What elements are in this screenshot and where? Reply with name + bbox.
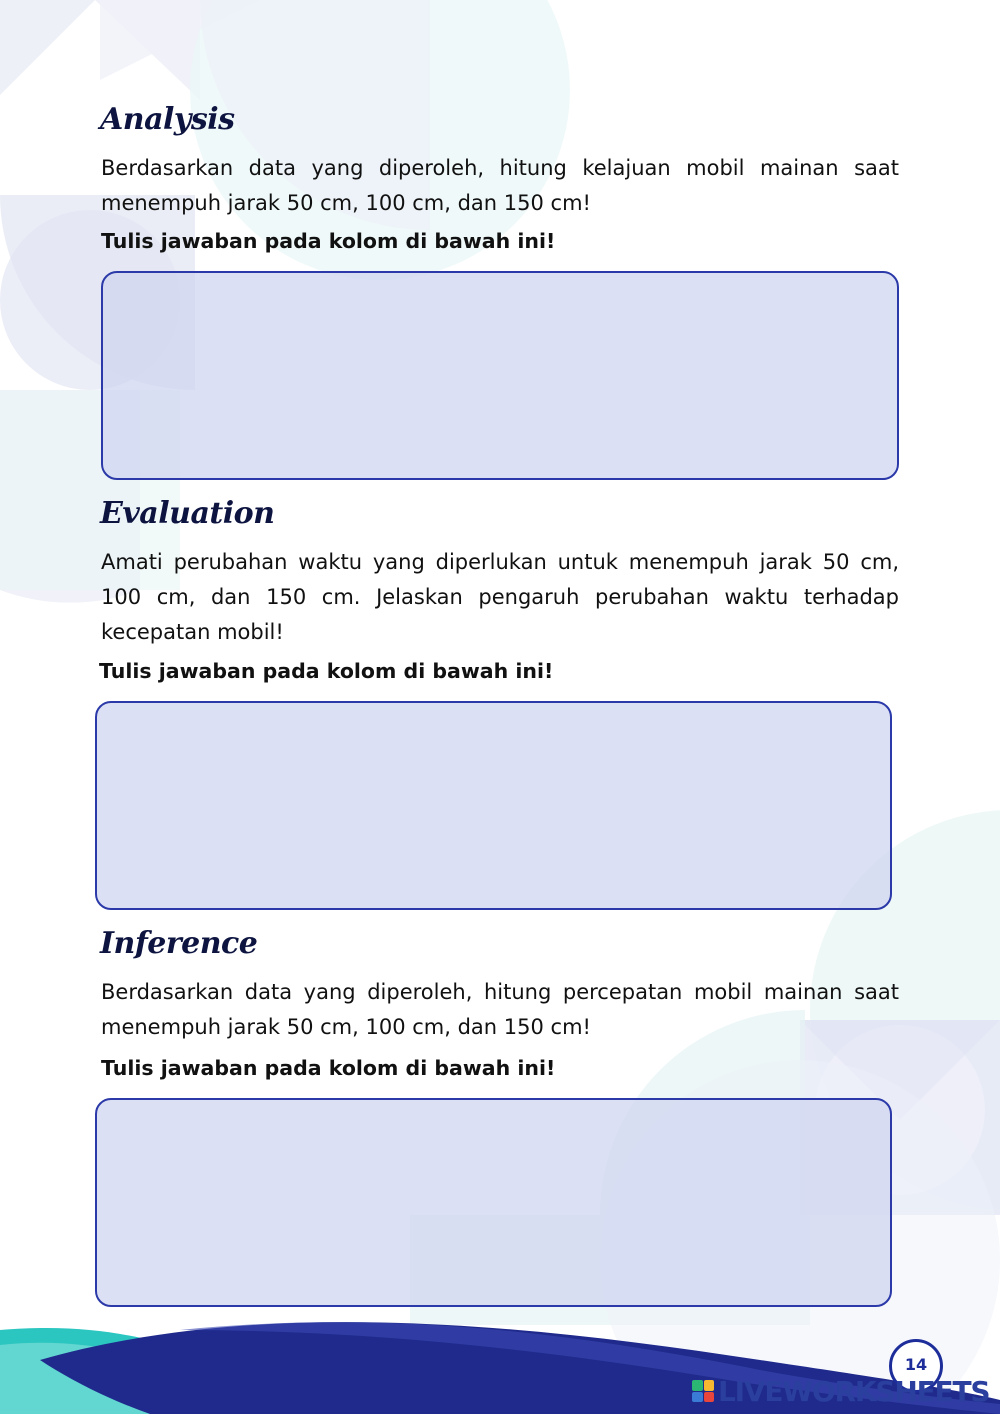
liveworksheets-logo-icon — [692, 1380, 714, 1402]
section-heading-evaluation: Evaluation — [100, 496, 275, 531]
answer-box-inference[interactable] — [95, 1098, 892, 1307]
liveworksheets-wordmark: LIVEWORKSHEETS — [718, 1374, 990, 1408]
section-instruction-analysis: Tulis jawaban pada kolom di bawah ini! — [101, 229, 556, 253]
liveworksheets-brand[interactable] — [692, 1374, 989, 1408]
answer-box-evaluation[interactable] — [95, 701, 892, 910]
page-number: 14 — [889, 1339, 943, 1393]
section-instruction-evaluation: Tulis jawaban pada kolom di bawah ini! — [99, 659, 554, 683]
section-heading-inference: Inference — [100, 926, 258, 961]
section-prompt-inference: Berdasarkan data yang diperoleh, hitung percepatan mobil mainan saat menempuh jarak 50 cm, 100 cm, dan 150 cm! — [101, 980, 899, 1039]
section-heading-analysis: Analysis — [100, 102, 235, 137]
section-prompt-evaluation: Amati perubahan waktu yang diperlukan untuk menempuh jarak 50 cm, 100 cm, dan 150 cm. Jelaskan pengaruh perubahan waktu terhadap kecepatan mobil! — [101, 550, 899, 644]
section-instruction-inference: Tulis jawaban pada kolom di bawah ini! — [101, 1056, 556, 1080]
answer-box-analysis[interactable] — [101, 271, 899, 480]
section-prompt-analysis: Berdasarkan data yang diperoleh, hitung kelajuan mobil mainan saat menempuh jarak 50 cm, 100 cm, dan 150 cm! — [101, 156, 899, 215]
